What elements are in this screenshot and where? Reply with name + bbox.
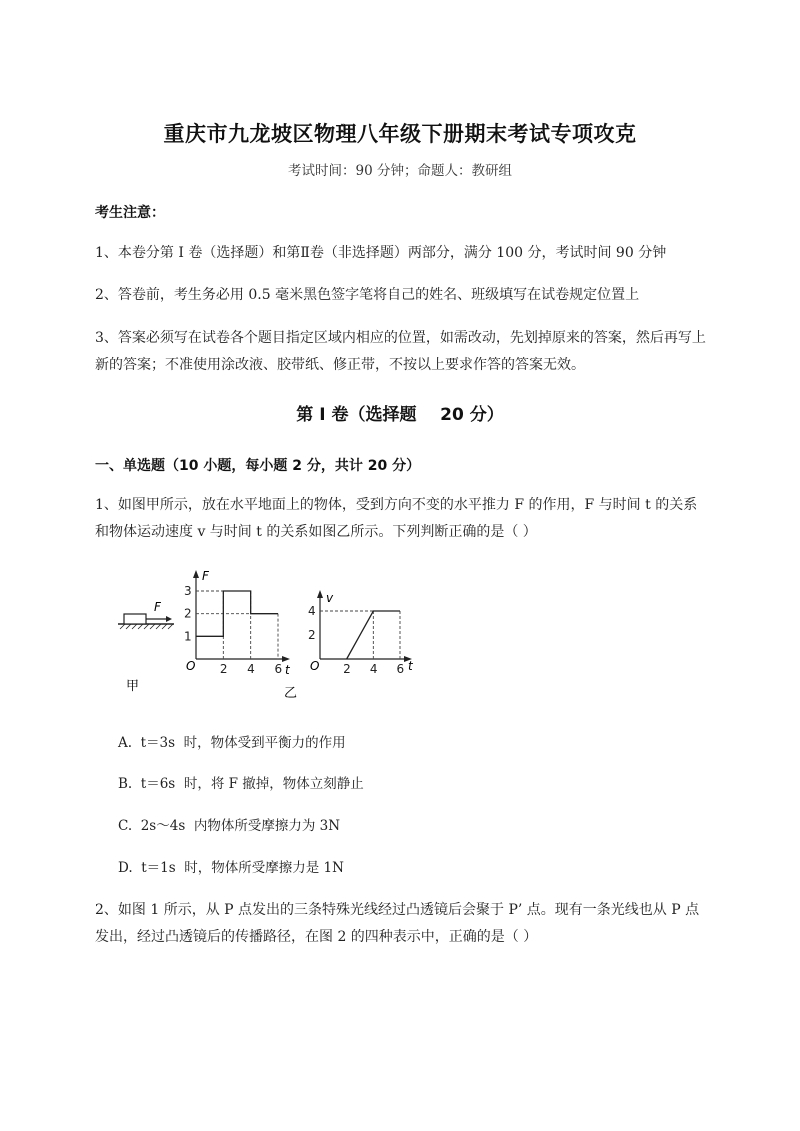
graph-v-t	[308, 590, 414, 676]
notice-item-1: 1、本卷分第 I 卷（选择题）和第Ⅱ卷（非选择题）两部分，满分 100 分，考试时间 90 分钟	[95, 245, 667, 261]
notice-item-3: 3、答案必须写在试卷各个题目指定区域内相应的位置，如需改动，先划掉原来的答案，然后再写上新的答案；不准使用涂改液、胶带纸、修正带，不按以上要求作答的答案无效。	[95, 330, 706, 373]
q1-option-c[interactable]: C. 2s～4s 内物体所受摩擦力为 3N	[118, 818, 341, 834]
t-axis-label-f-graph: t	[285, 663, 290, 677]
q1-option-b[interactable]: B. t＝6s 时，将 F 撤掉，物体立刻静止	[118, 776, 364, 792]
part-heading: 一、单选题（10 小题，每小题 2 分，共计 20 分）	[95, 458, 421, 474]
arrowhead-icon	[166, 616, 172, 622]
f-graph-y-tick-label: 3	[184, 584, 192, 598]
t-axis-label-v-graph: t	[408, 659, 413, 673]
question-1-text: 1、如图甲所示，放在水平地面上的物体，受到方向不变的水平推力 F 的作用，F 与时间 t 的关系和物体运动速度 v 与时间 t 的关系如图乙所示。下列判断正确的是（ ）	[95, 497, 698, 540]
document-title: 重庆市九龙坡区物理八年级下册期末考试专项攻克	[163, 122, 637, 146]
section-title: 第 I 卷（选择题 20 分）	[296, 405, 504, 425]
v-graph-x-tick-label: 2	[343, 662, 351, 676]
notice-heading: 考生注意：	[95, 205, 165, 221]
t-axis-arrow-icon	[282, 656, 290, 662]
f-graph-y-tick-label: 1	[184, 629, 192, 644]
v-axis-arrow-icon	[317, 590, 323, 598]
graph-f-t	[184, 569, 291, 677]
f-graph-x-tick-label: 2	[219, 662, 228, 676]
figure-label-jia: 甲	[126, 679, 140, 694]
v-graph-y-tick-label: 2	[308, 628, 316, 642]
v-graph-y-tick-label: 4	[308, 604, 316, 618]
figure-jia	[118, 600, 174, 694]
figure-label-yi: 乙	[284, 686, 298, 701]
f-axis-arrow-icon	[193, 570, 199, 578]
exam-info: 考试时间：90 分钟；命题人：教研组	[288, 163, 512, 179]
block	[124, 614, 146, 624]
v-graph-x-tick-label: 6	[396, 662, 405, 676]
question-2-text: 2、如图 1 所示，从 P 点发出的三条特殊光线经过凸透镜后会聚于 P’ 点。现有一条光线也从 P 点发出，经过凸透镜后的传播路径，在图 2 的四种表示中，正确的是（ ）	[95, 902, 700, 945]
origin-label-f-graph: O	[186, 659, 196, 673]
f-axis-label: F	[202, 569, 209, 583]
q1-option-a[interactable]: A. t＝3s 时，物体受到平衡力的作用	[118, 735, 346, 751]
force-label: F	[154, 600, 161, 614]
q1-option-d[interactable]: D. t＝1s 时，物体所受摩擦力是 1N	[118, 860, 344, 876]
f-graph-x-tick-label: 6	[274, 662, 283, 676]
v-graph-x-tick-label: 4	[369, 662, 378, 676]
question-1-figure	[110, 562, 430, 702]
origin-label-v-graph: O	[310, 659, 320, 673]
v-axis-label: v	[326, 591, 334, 605]
notice-item-2: 2、答卷前，考生务必用 0.5 毫米黑色签字笔将自己的姓名、班级填写在试卷规定位置上	[95, 287, 640, 303]
f-graph-y-tick-label: 2	[184, 606, 192, 621]
f-graph-x-tick-label: 4	[247, 662, 255, 676]
